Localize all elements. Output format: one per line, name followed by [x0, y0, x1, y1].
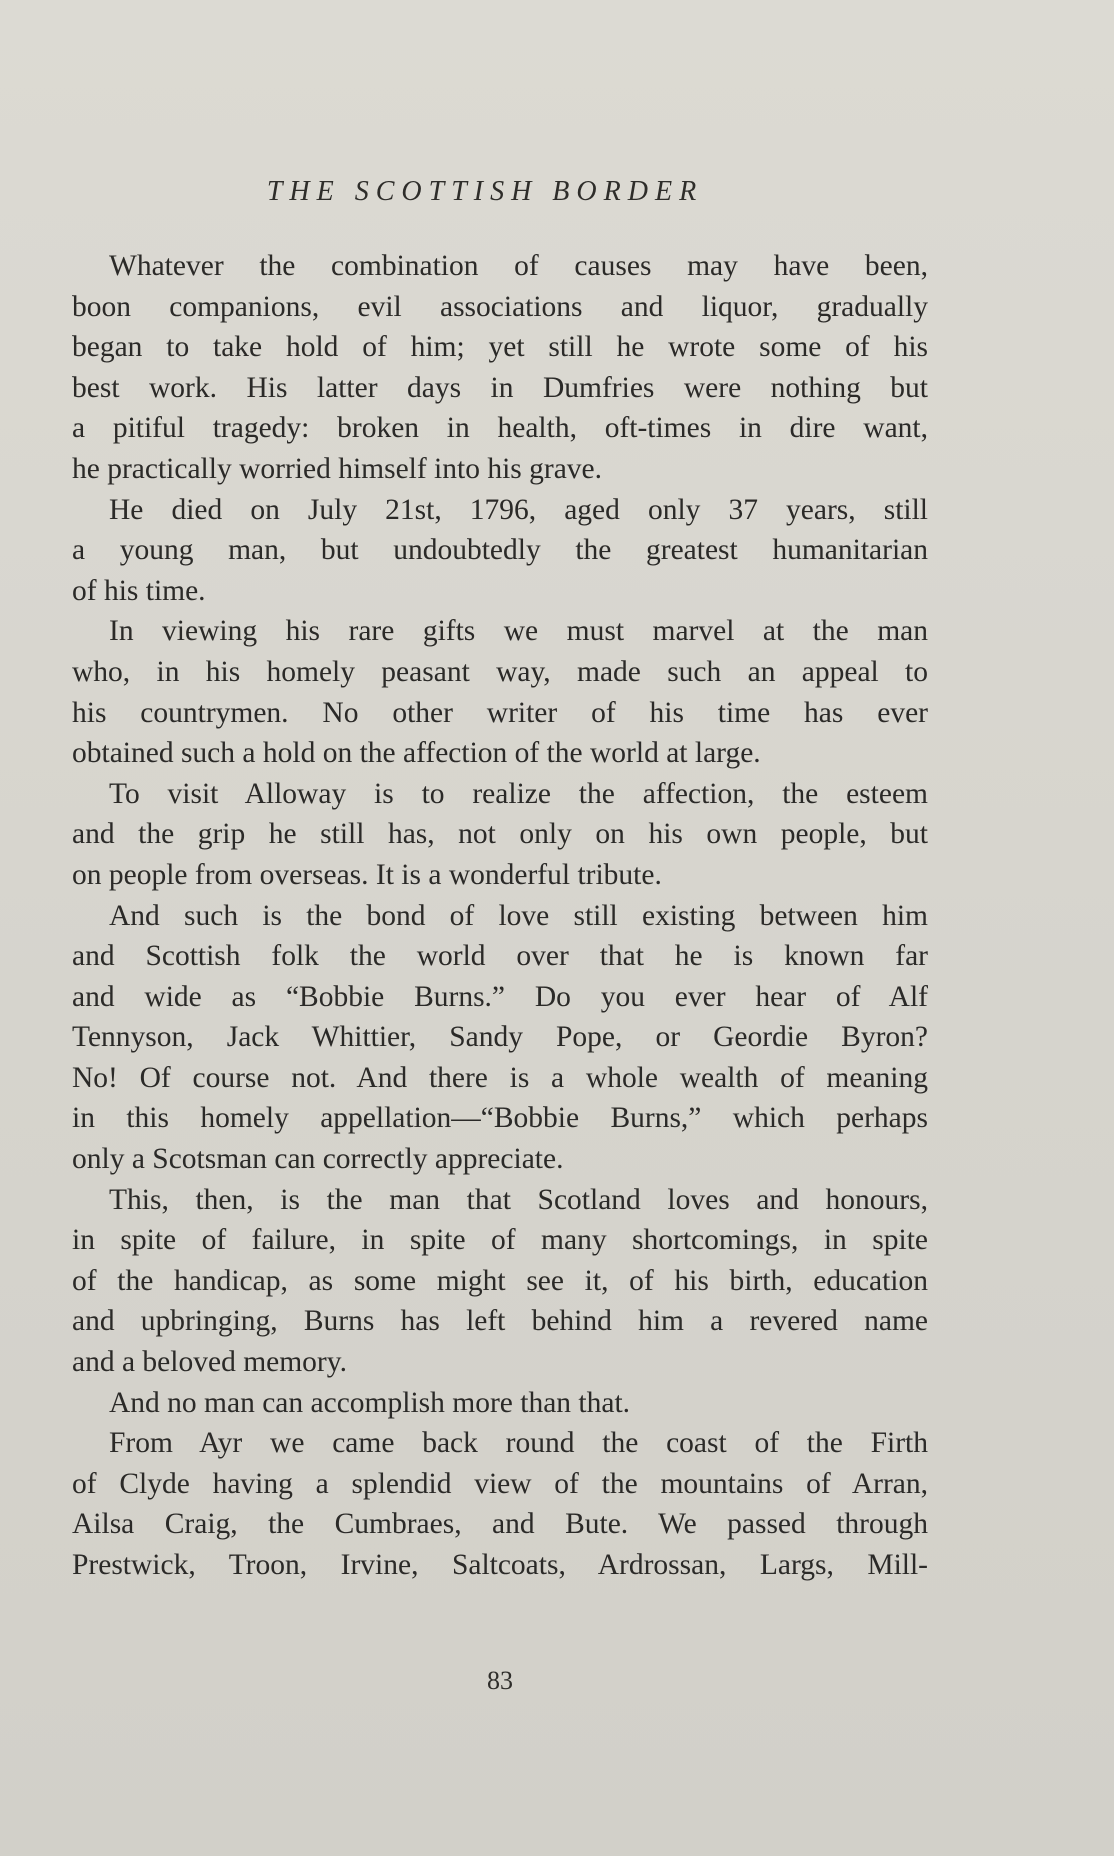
text-line: In viewing his rare gifts we must marvel at the man	[109, 615, 928, 648]
body-text	[72, 246, 928, 1586]
paragraph	[72, 1383, 928, 1424]
text-line: a young man, but undoubtedly the greatest humanitarian	[72, 534, 928, 567]
text-line: and wide as “Bobbie Burns.” Do you ever hear of Alf	[72, 980, 928, 1013]
paragraph	[72, 1423, 928, 1585]
text-line: of the handicap, as some might see it, of his birth, education	[72, 1264, 928, 1297]
text-line: in this homely appellation—“Bobbie Burns,” which perhaps	[72, 1102, 928, 1135]
text-line: in spite of failure, in spite of many shortcomings, in spite	[72, 1224, 928, 1257]
text-line: and a beloved memory.	[72, 1346, 347, 1379]
text-line: Tennyson, Jack Whittier, Sandy Pope, or Geordie Byron?	[72, 1021, 928, 1054]
text-line: and the grip he still has, not only on his own people, but	[72, 818, 928, 851]
paragraph	[72, 1180, 928, 1383]
text-line: who, in his homely peasant way, made such an appeal to	[72, 655, 928, 688]
paragraph	[72, 611, 928, 773]
text-line: on people from overseas. It is a wonderful tribute.	[72, 858, 662, 891]
text-line: Ailsa Craig, the Cumbraes, and Bute. We passed through	[72, 1508, 928, 1541]
running-head: THE SCOTTISH BORDER	[266, 176, 704, 207]
text-line: And no man can accomplish more than that.	[109, 1386, 631, 1419]
paragraph	[72, 490, 928, 612]
paragraph	[72, 246, 928, 490]
text-line: boon companions, evil associations and liquor, gradually	[72, 290, 928, 323]
text-line: And such is the bond of love still existing between him	[109, 899, 928, 932]
text-line: To visit Alloway is to realize the affection, the esteem	[109, 777, 928, 810]
text-line: of his time.	[72, 574, 206, 607]
text-line: only a Scotsman can correctly appreciate.	[72, 1143, 564, 1176]
text-line: No! Of course not. And there is a whole wealth of meaning	[72, 1061, 928, 1094]
text-line: a pitiful tragedy: broken in health, oft-times in dire want,	[72, 412, 928, 445]
text-line: of Clyde having a splendid view of the mountains of Arran,	[72, 1467, 928, 1500]
text-line: and Scottish folk the world over that he is known far	[72, 940, 928, 973]
text-line: This, then, is the man that Scotland loves and honours,	[109, 1183, 928, 1216]
text-line: best work. His latter days in Dumfries were nothing but	[72, 371, 928, 404]
text-line: his countrymen. No other writer of his time has ever	[72, 696, 928, 729]
paragraph	[72, 774, 928, 896]
text-line: obtained such a hold on the affection of the world at large.	[72, 737, 761, 770]
page-number: 83	[487, 1666, 513, 1695]
text-line: Prestwick, Troon, Irvine, Saltcoats, Ardrossan, Largs, Mill-	[72, 1549, 928, 1581]
text-line: He died on July 21st, 1796, aged only 37 years, still	[109, 493, 928, 526]
text-line: and upbringing, Burns has left behind him a revered name	[72, 1305, 928, 1338]
text-line: he practically worried himself into his grave.	[72, 452, 603, 485]
text-line: Whatever the combination of causes may have been,	[109, 250, 928, 282]
paragraph	[72, 896, 928, 1180]
text-line: began to take hold of him; yet still he wrote some of his	[72, 331, 928, 364]
text-line: From Ayr we came back round the coast of the Firth	[109, 1427, 928, 1460]
